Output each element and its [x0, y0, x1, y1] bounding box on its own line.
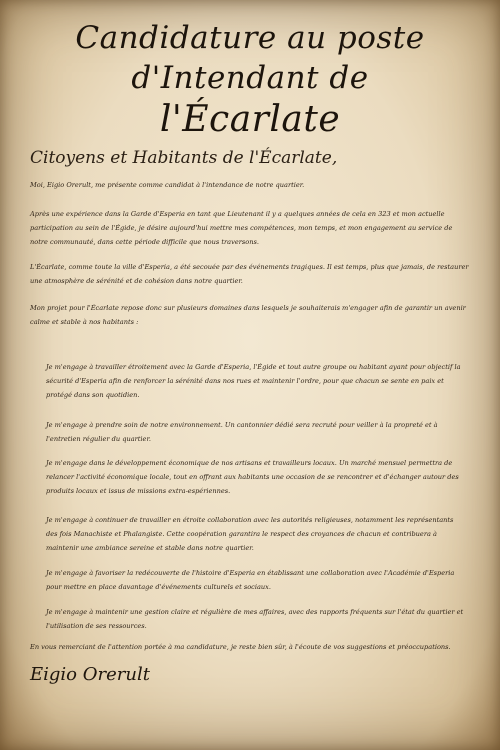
- paragraph-introduction: Moi, Eigio Orerult, me présente comme candidat à l'intendance de notre quartier.: [30, 181, 305, 189]
- commitment-environment: Je m'engage à prendre soin de notre environnement. Un cantonnier dédié sera recruté pour veiller à la propreté et à l'entretien régulier du quartier.: [46, 421, 438, 443]
- letter-title: [20, 18, 480, 142]
- paragraph-context: L'Écarlate, comme toute la ville d'Esperia, a été secouée par des événements tragiques. Il est temps, plus que jamais, de restaurer une atmosphère de sérénité et de cohésion dans notre quartier.: [30, 263, 469, 285]
- closing-paragraph: En vous remerciant de l'attention portée à ma candidature, je reste bien sûr, à l'écoute de vos suggestions et préoccupations.: [30, 643, 451, 651]
- title-line-2: l'Écarlate: [159, 99, 341, 140]
- title-line-1: Candidature au poste d'Intendant de: [75, 20, 425, 96]
- commitment-transparency: Je m'engage à maintenir une gestion claire et régulière de mes affaires, avec des rapports fréquents sur l'état du quartier et l'utilisation de ses ressources.: [46, 608, 464, 630]
- commitment-security: Je m'engage à travailler étroitement avec la Garde d'Esperia, l'Égide et tout autre groupe ou habitant ayant pour objectif la sécurité d'Esperia afin de renforcer la sérénité dans nos rues et maintenir l'ordre, pour que chacun se sente en paix et protégé dans son quotidien.: [46, 363, 461, 399]
- signature: Eigio Orerult: [30, 664, 150, 685]
- paragraph-project: Mon projet pour l'Écarlate repose donc sur plusieurs domaines dans lesquels je souhaiterais m'engager afin de garantir un avenir calme et stable à nos habitants :: [30, 304, 466, 326]
- commitment-culture: Je m'engage à favoriser la redécouverte de l'histoire d'Esperia en établissant une collaboration avec l'Académie d'Esperia pour mettre en place davantage d'événements culturels et sociaux.: [46, 569, 455, 591]
- commitment-religion: Je m'engage à continuer de travailler en étroite collaboration avec les autorités religieuses, notamment les représentants des fois Manachiste et Phalangiste. Cette coopération garantira le respect des croyances de chacun et contribuera à maintenir une ambiance sereine et stable dans notre quartier.: [46, 516, 454, 552]
- commitment-economy: Je m'engage dans le développement économique de nos artisans et travailleurs locaux. Un marché mensuel permettra de relancer l'activité économique locale, tout en offrant aux habitants une occasion de se rencontrer et d'échanger autour des produits locaux et issus de missions extra-espériennes.: [46, 459, 459, 495]
- paragraph-experience: Après une expérience dans la Garde d'Esperia en tant que Lieutenant il y a quelques années de cela en 323 et mon actuelle participation au sein de l'Égide, je désire aujourd'hui mettre mes compétences, mon temps, et mon engagement au service de notre communauté, dans cette période difficile que nous traversons.: [30, 210, 453, 246]
- greeting: Citoyens et Habitants de l'Écarlate,: [30, 148, 338, 168]
